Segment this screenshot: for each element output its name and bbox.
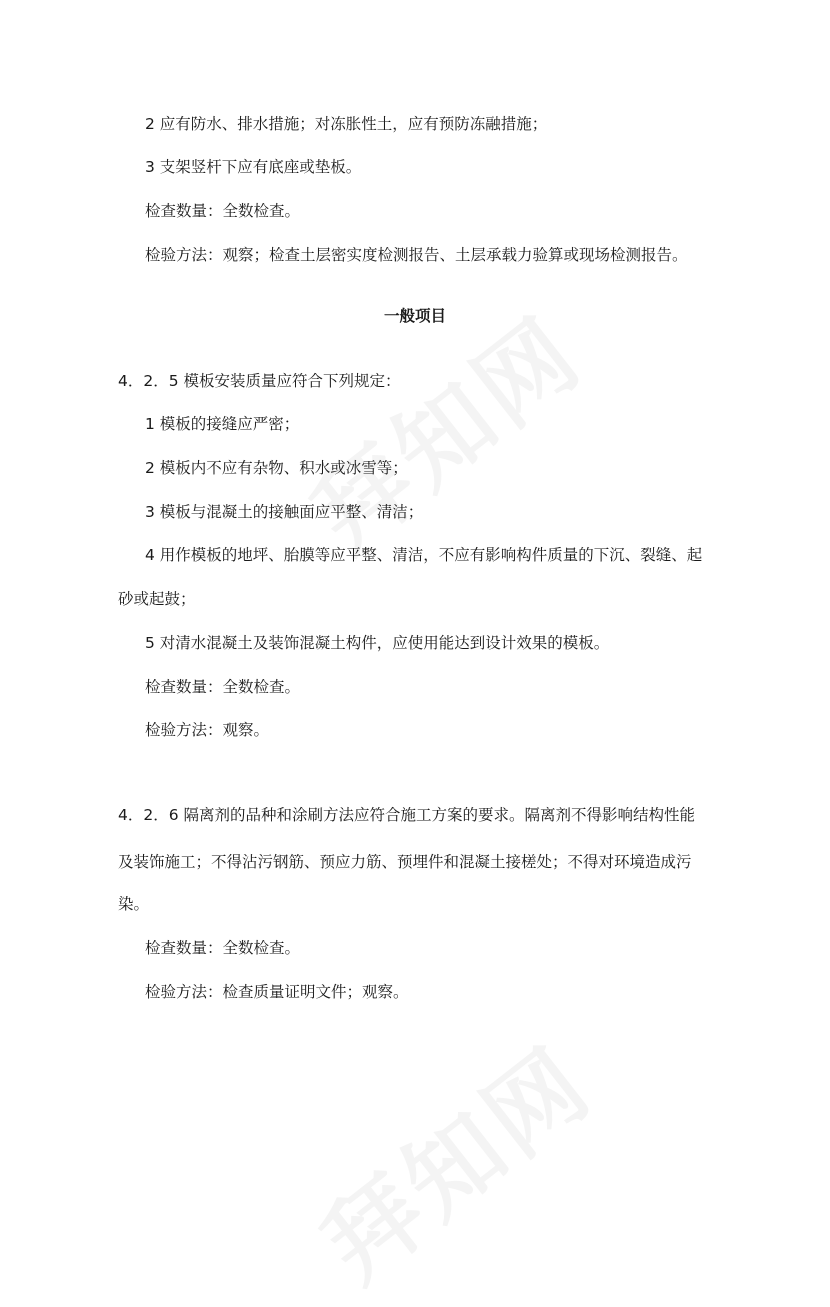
inspection-method: 检验方法：观察。 — [145, 721, 270, 739]
clause-4-2-5-item-2: 2 模板内不应有杂物、积水或冰雪等； — [145, 459, 408, 477]
paragraph-item-2: 2 应有防水、排水措施；对冻胀性土，应有预防冻融措施； — [145, 115, 548, 133]
inspection-quantity: 检查数量：全数检查。 — [145, 939, 301, 957]
clause-4-2-5-item-4: 4 用作模板的地坪、胎膜等应平整、清洁，不应有影响构件质量的下沉、裂缝、起 — [145, 546, 703, 564]
inspection-quantity: 检查数量：全数检查。 — [145, 678, 301, 696]
inspection-method: 检验方法：观察；检查土层密实度检测报告、土层承载力验算或现场检测报告。 — [145, 246, 688, 264]
clause-4-2-6-cont: 及装饰施工；不得沾污钢筋、预应力筋、预埋件和混凝土接槎处；不得对环境造成污 — [118, 853, 692, 871]
clause-4-2-5-item-1: 1 模板的接缝应严密； — [145, 415, 300, 433]
inspection-quantity: 检查数量：全数检查。 — [145, 202, 301, 220]
watermark — [290, 1010, 615, 1306]
paragraph-item-3: 3 支架竖杆下应有底座或垫板。 — [145, 158, 362, 176]
section-heading: 一般项目 — [383, 307, 446, 325]
clause-4-2-5-item-4-cont: 砂或起鼓； — [118, 590, 196, 608]
clause-4-2-6: 4．2．6 隔离剂的品种和涂刷方法应符合施工方案的要求。隔离剂不得影响结构性能 — [118, 806, 696, 824]
inspection-method: 检验方法：检查质量证明文件；观察。 — [145, 983, 409, 1001]
clause-4-2-5-item-5: 5 对清水混凝土及装饰混凝土构件，应使用能达到设计效果的模板。 — [145, 634, 610, 652]
clause-4-2-6-cont: 染。 — [118, 895, 150, 913]
clause-4-2-5-item-3: 3 模板与混凝土的接触面应平整、清洁； — [145, 503, 424, 521]
clause-4-2-5: 4．2．5 模板安装质量应符合下列规定： — [118, 372, 401, 390]
